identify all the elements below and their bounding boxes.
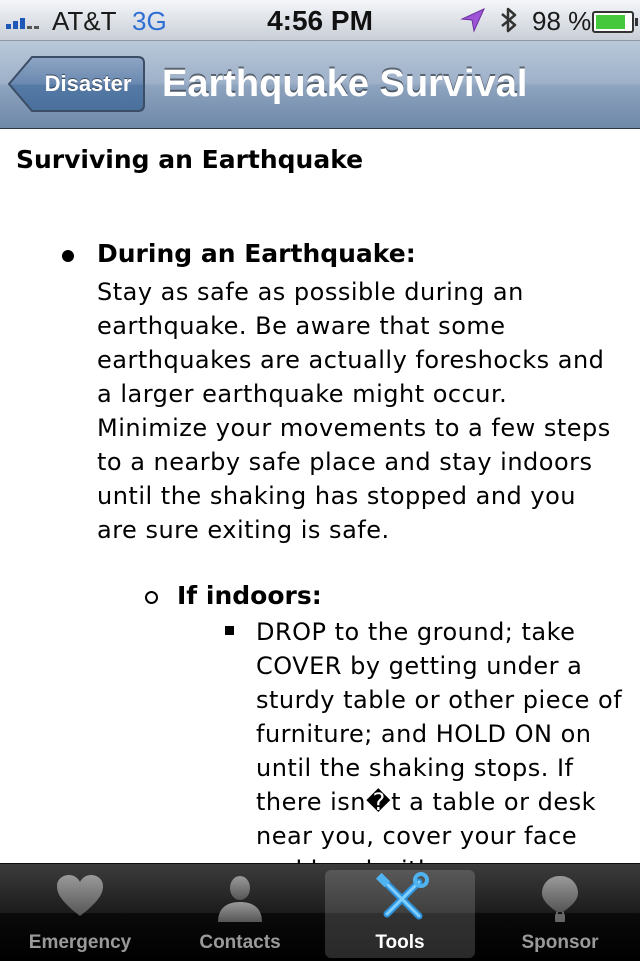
location-arrow-icon xyxy=(460,8,486,32)
article-content[interactable] xyxy=(0,129,640,863)
tab-sponsor[interactable] xyxy=(485,870,635,958)
battery-level-fill xyxy=(596,15,625,29)
section-body-during: Stay as safe as possible during an earthquake. Be aware that some earthquakes are actually foreshocks and a larger earthquake might occur. Minimize your movements to a few steps to a nearby safe place and stay indoors until the shaking has stopped and you are sure exiting is safe. xyxy=(97,278,611,544)
tab-label-tools: Tools xyxy=(375,932,425,953)
section-title-indoors: If indoors: xyxy=(177,581,322,610)
heart-icon xyxy=(55,874,105,918)
tab-emergency[interactable] xyxy=(5,870,155,958)
back-button-label: Disaster xyxy=(44,71,132,96)
battery-percentage: 98 % xyxy=(532,6,592,36)
tab-bar xyxy=(0,863,640,961)
section-title-during: During an Earthquake: xyxy=(97,239,416,268)
back-button[interactable] xyxy=(8,55,146,113)
bullet-circle xyxy=(145,591,158,604)
tab-tools[interactable] xyxy=(325,870,475,958)
status-bar xyxy=(0,0,640,41)
bluetooth-icon xyxy=(498,6,520,34)
tab-contacts[interactable] xyxy=(165,870,315,958)
tab-label-emergency: Emergency xyxy=(28,932,132,953)
tools-icon xyxy=(375,874,429,924)
page-title: Earthquake Survival xyxy=(162,63,528,105)
section-body-indoors: DROP to the ground; take COVER by getting under a sturdy table or other piece of furniture; and HOLD ON on until the shaking stops. If there isn�t a table or desk near you, cover your face xyxy=(256,618,623,850)
battery-icon xyxy=(592,11,634,33)
network-type: 3G xyxy=(132,6,167,36)
bullet-square xyxy=(225,626,234,635)
balloon-icon xyxy=(535,874,585,924)
tab-label-sponsor: Sponsor xyxy=(521,932,599,953)
carrier-name: AT&T xyxy=(52,6,117,36)
navigation-bar xyxy=(0,41,640,129)
tab-label-contacts: Contacts xyxy=(199,932,281,953)
status-time: 4:56 PM xyxy=(267,5,373,36)
person-icon xyxy=(215,874,265,924)
bullet-disc xyxy=(62,250,74,262)
article-heading: Surviving an Earthquake xyxy=(16,145,364,174)
